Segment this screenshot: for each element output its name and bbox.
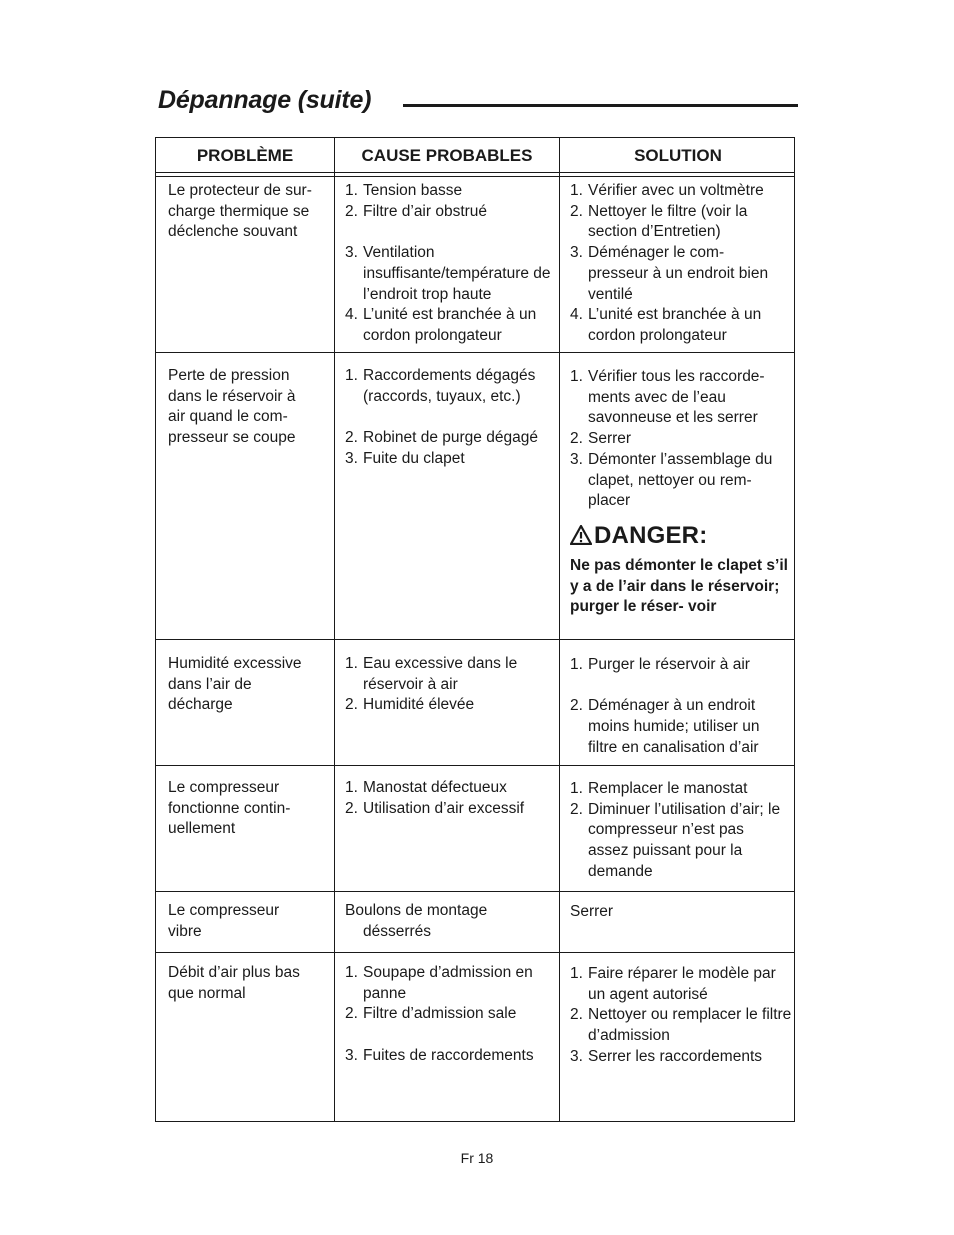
spacer [345, 222, 557, 243]
table-row-4-solutions [570, 779, 788, 883]
troubleshooting-table [155, 137, 795, 1122]
list-item: 3. Démonter l’assemblage du clapet, nettoyer ou rem- placer [570, 450, 773, 510]
table-row-2-problem [168, 366, 332, 449]
problem-line: déclenche souvant [168, 223, 298, 241]
problem-line: Débit d’air plus bas [168, 964, 300, 981]
header-cause: CAUSE PROBABLES [361, 146, 533, 165]
table-row-5-solutions [570, 902, 788, 923]
list-item: 1. Soupape d’admission en panne [345, 964, 533, 1002]
table-row-3-causes [345, 654, 557, 716]
table-row-1-solutions [570, 181, 788, 347]
list-item: 1. Purger le réservoir à air [570, 656, 750, 673]
list-item: 2. Nettoyer ou remplacer le filtre d’admission [570, 1006, 792, 1045]
problem-line: vibre [168, 922, 202, 940]
list-item: 1. Manostat défectueux [345, 779, 507, 796]
table-row-6-problem [168, 963, 332, 1004]
table-row-2-solutions [570, 367, 788, 618]
header-problem: PROBLÈME [196, 146, 294, 165]
problem-line: que normal [168, 984, 246, 1002]
list-item: 2. Humidité élevée [345, 696, 475, 714]
row-divider [156, 891, 794, 892]
column-divider [334, 138, 335, 1121]
list-item: 1. Raccordements dégagés (raccords, tuyaux, etc.) [345, 367, 536, 405]
table-row-1-causes [345, 181, 557, 347]
row-divider [156, 172, 794, 173]
problem-line: Le protecteur de sur- [168, 182, 312, 199]
danger-heading [570, 522, 788, 550]
problem-line: Le compresseur [168, 779, 280, 796]
table-row-2-causes [345, 366, 557, 470]
list-item: 2. Filtre d’air obstrué [345, 202, 488, 220]
problem-line: Le compresseur [168, 902, 280, 919]
column-divider [559, 138, 560, 1121]
list-item: 2. Utilisation d’air excessif [345, 799, 525, 817]
page-number: Fr 18 [460, 1150, 494, 1166]
list-item: 1. Tension basse [345, 182, 463, 199]
table-row-6-solutions [570, 964, 792, 1068]
list-item: 4. L’unité est branchée à un cordon prolongateur [345, 306, 537, 344]
list-item: 3. Ventilation insuffisante/température de l’endroit trop haute [345, 244, 551, 303]
table-row-4-causes [345, 778, 557, 819]
cause-line: Boulons de montage [345, 902, 488, 919]
cause-line: désserrés [363, 922, 432, 940]
list-item: 1. Vérifier avec un voltmètre [570, 182, 764, 199]
page-title: Dépannage (suite) [158, 86, 372, 114]
warning-triangle-icon [570, 525, 592, 545]
list-item: 1. Eau excessive dans le réservoir à air [345, 655, 518, 693]
list-item: 3. Déménager le com- presseur à un endroit bien ventilé [570, 244, 769, 303]
list-item: 2. Déménager à un endroit moins humide; utiliser un filtre en canalisation d’air [570, 697, 760, 756]
table-row-5-causes [345, 901, 557, 942]
list-item: 3. Fuites de raccordements [345, 1046, 534, 1064]
solution-line: Serrer [570, 903, 614, 920]
title-rule [403, 104, 798, 107]
list-item: 2. Filtre d’admission sale [345, 1005, 517, 1023]
table-row-6-causes [345, 963, 557, 1067]
list-item: 2. Nettoyer le filtre (voir la section d’Entretien) [570, 202, 748, 241]
table-row-3-solutions [570, 655, 788, 759]
problem-line: fonctionne contin- [168, 799, 291, 817]
problem-line: air quand le com- [168, 408, 288, 426]
row-divider [156, 952, 794, 953]
list-item: 3. Serrer les raccordements [570, 1047, 763, 1065]
spacer [570, 676, 788, 697]
list-item: 1. Vérifier tous les raccorde- ments avec de l’eau savonneuse et les serrer [570, 368, 765, 427]
problem-line: presseur se coupe [168, 429, 296, 447]
list-item: 1. Faire réparer le modèle par un agent autorisé [570, 965, 776, 1003]
problem-line: Perte de pression [168, 367, 290, 384]
problem-line: dans l’air de [168, 675, 252, 693]
problem-line: uellement [168, 820, 236, 838]
row-divider [156, 765, 794, 766]
row-divider [156, 176, 794, 177]
section-header [158, 86, 798, 126]
problem-line: décharge [168, 696, 233, 714]
list-item: 2. Robinet de purge dégagé [345, 429, 538, 447]
table-row-4-problem [168, 778, 332, 840]
list-item: 4. L’unité est branchée à un cordon prolongateur [570, 306, 762, 344]
spacer [345, 1025, 557, 1046]
header-solution: SOLUTION [634, 146, 722, 165]
table-row-1-problem [168, 181, 332, 243]
danger-message: Ne pas démonter le clapet s’il y a de l’air dans le réservoir; purger le réser- voir [570, 556, 788, 616]
list-item: 2. Serrer [570, 430, 632, 448]
row-divider [156, 352, 794, 353]
problem-line: charge thermique se [168, 202, 310, 220]
table-row-5-problem [168, 901, 332, 942]
problem-line: dans le réservoir à [168, 387, 296, 405]
danger-label: DANGER: [594, 521, 708, 549]
list-item: 3. Fuite du clapet [345, 449, 465, 467]
list-item: 2. Diminuer l’utilisation d’air; le compresseur n’est pas assez puissant pour la demande [570, 800, 781, 880]
table-row-3-problem [168, 654, 332, 716]
problem-line: Humidité excessive [168, 655, 302, 672]
list-item: 1. Remplacer le manostat [570, 780, 748, 797]
spacer [345, 407, 557, 428]
row-divider [156, 639, 794, 640]
